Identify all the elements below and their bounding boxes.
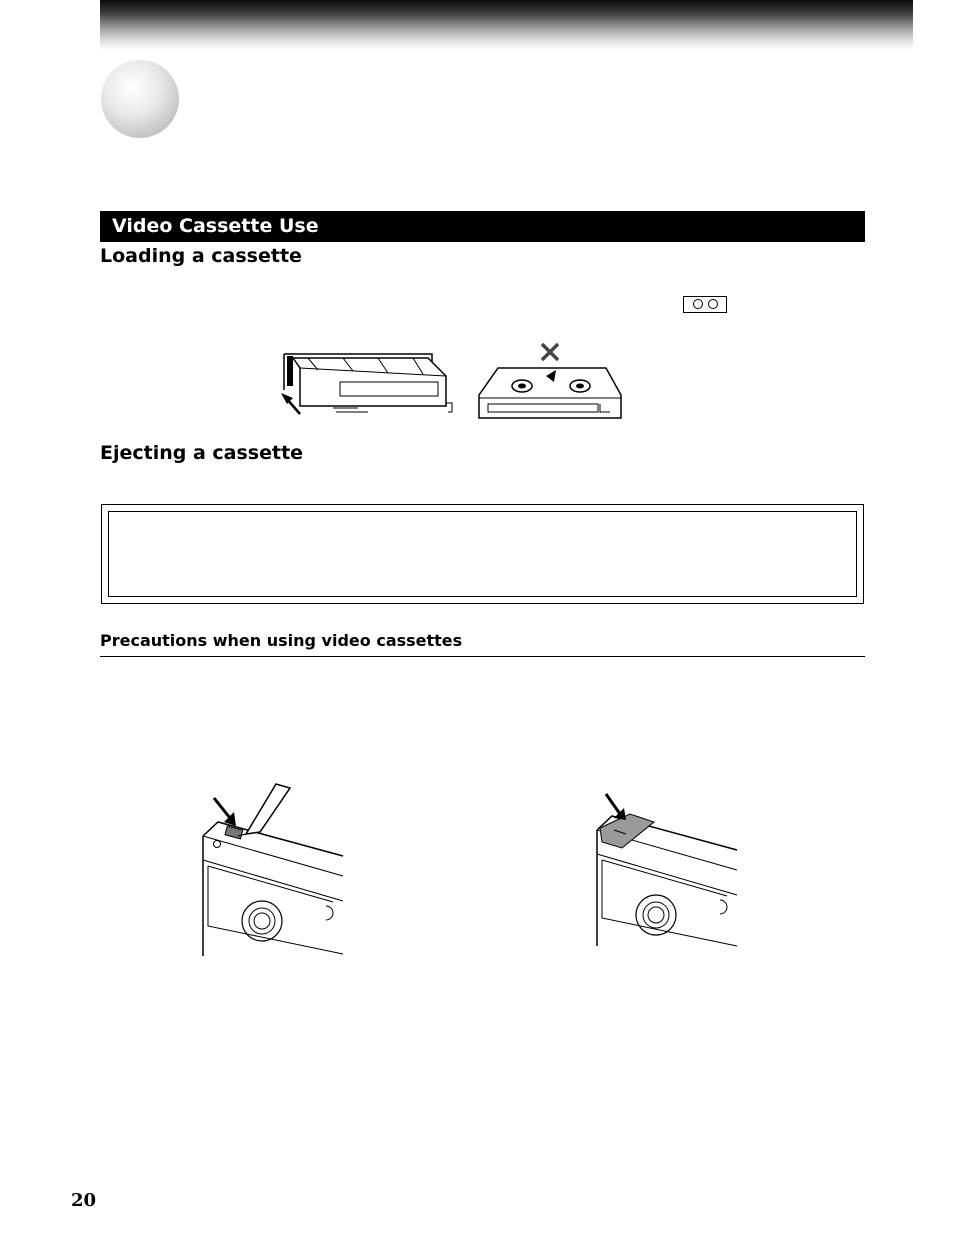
x-mark-icon (542, 344, 558, 360)
precautions-heading: Precautions when using video cassettes (100, 631, 463, 650)
chapter-circle-icon (101, 60, 179, 138)
section-title-bar (100, 211, 865, 242)
note-box (101, 504, 864, 604)
tape-over-hole-figure (592, 790, 742, 950)
section-title: Video Cassette Use (112, 215, 319, 237)
insert-cassette-figure (278, 346, 463, 422)
loading-heading: Loading a cassette (100, 245, 302, 267)
header-band (100, 0, 913, 50)
break-tab-figure (198, 776, 348, 956)
cassette-indicator-icon (683, 296, 727, 313)
heading-rule (100, 656, 865, 657)
page-number: 20 (71, 1190, 97, 1211)
wrong-orientation-figure (476, 340, 624, 424)
ejecting-heading: Ejecting a cassette (100, 442, 304, 464)
